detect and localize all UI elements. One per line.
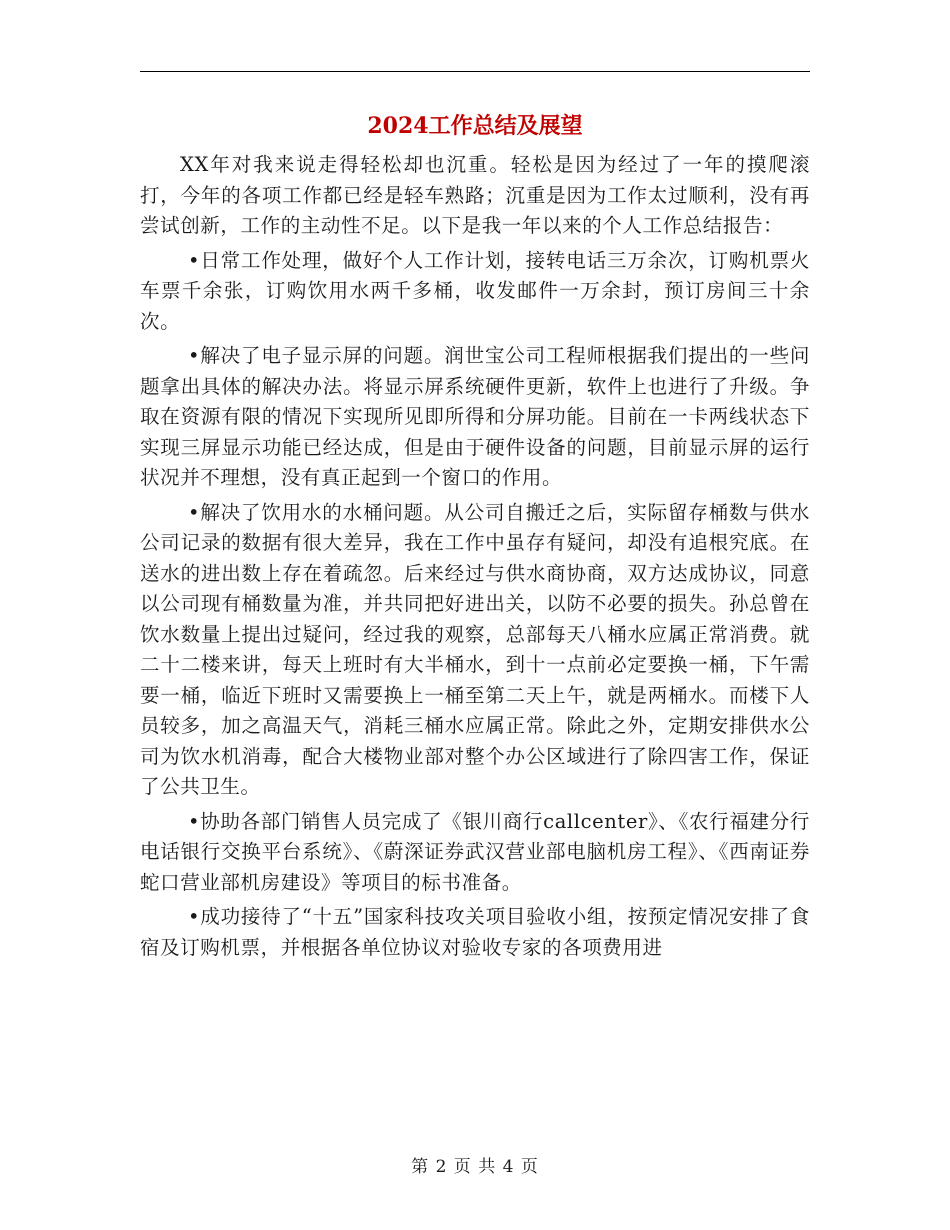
list-item: •日常工作处理，做好个人工作计划，接转电话三万余次，订购机票火车票千余张，订购饮用水两千多桶，收发邮件一万余封，预订房间三十余次。 [140,248,810,333]
document-body [140,150,810,967]
header-rule [140,71,810,72]
list-item: •成功接待了“十五”国家科技攻关项目验收小组，按预定情况安排了食宿及订购机票，并根据各单位协议对验收专家的各项费用进 [140,905,810,959]
list-item: •解决了饮用水的水桶问题。从公司自搬迁之后，实际留存桶数与供水公司记录的数据有很大差异，我在工作中虽存有疑问，却没有追根究底。在送水的进出数上存在着疏忽。后来经过与供水商协商，双方达成协议，同意以公司现有桶数量为准，并共同把好进出关，以防不必要的损失。孙总曾在饮水数量上提出过疑问，经过我的观察，总部每天八桶水应属正常消费。就二十二楼来讲，每天上班时有大半桶水，到十一点前必定要换一桶，下午需要一桶，临近下班时又需要换上一桶至第二天上午，就是两桶水。而楼下人员较多，加之高温天气，消耗三桶水应属正常。除此之外，定期安排供水公司为饮水机消毒，配合大楼物业部对整个办公区域进行了除四害工作，保证了公共卫生。 [140,500,810,798]
list-item: •协助各部门销售人员完成了《银川商行callcenter》、《农行福建分行电话银行交换平台系统》、《蔚深证券武汉营业部电脑机房工程》、《西南证券蛇口营业部机房建设》等项目的标书准备。 [140,809,810,894]
intro-paragraph: XX年对我来说走得轻松却也沉重。轻松是因为经过了一年的摸爬滚打，今年的各项工作都已经是轻车熟路；沉重是因为工作太过顺利，没有再尝试创新，工作的主动性不足。以下是我一年以来的个人工作总结报告： [140,153,810,237]
document-title: 2024工作总结及展望 [367,113,583,139]
list-item: •解决了电子显示屏的问题。润世宝公司工程师根据我们提出的一些问题拿出具体的解决办法。将显示屏系统硬件更新，软件上也进行了升级。争取在资源有限的情况下实现所见即所得和分屏功能。目前在一卡两线状态下实现三屏显示功能已经达成，但是由于硬件设备的问题，目前显示屏的运行状况并不理想，没有真正起到一个窗口的作用。 [140,344,810,489]
page-number: 第 2 页 共 4 页 [411,1157,539,1177]
